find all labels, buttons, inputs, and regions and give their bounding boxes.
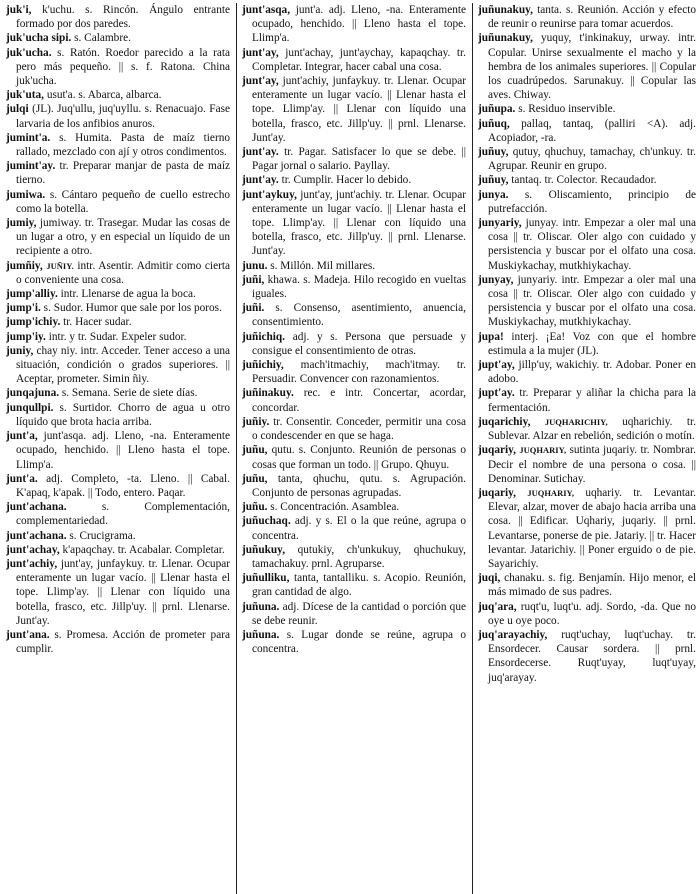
entry-headword: juqariy, xyxy=(478,444,516,457)
dictionary-entry xyxy=(6,259,230,287)
column-divider xyxy=(236,3,237,894)
entry-headword: juk'ucha sipi. xyxy=(6,32,72,45)
entry-headword: juñu, xyxy=(242,444,268,457)
entry-headword: jump'iy. xyxy=(6,330,46,343)
entry-definition: junt'a. adj. Lleno, -na. Enteramente ocupado, henchido. || Lleno hasta el tope. Llimp'a. xyxy=(252,4,466,45)
entry-definition: s. Semana. Serie de siete días. xyxy=(61,387,198,400)
entry-variant: JUÑIY. xyxy=(46,260,74,271)
entry-definition: yuquy, t'inkinakuy, urway. intr. Copular. Unirse sexualmente el macho y la hembra de los animales superiores. || Copular los cuadrúpedos. Sarunakuy. || Copular las aves. Chiway. xyxy=(488,32,696,102)
entry-headword: jupt'ay, xyxy=(478,359,515,372)
dictionary-entry xyxy=(242,145,466,173)
dictionary-entry xyxy=(6,102,230,130)
entry-definition: junt'asqa. adj. Lleno, -na. Enteramente ocupado, henchido. || Lleno hasta el tope. Llimp'a. xyxy=(16,430,230,471)
entry-headword: juñunakuy, xyxy=(478,32,533,45)
dictionary-entry xyxy=(6,429,230,472)
dictionary-entry xyxy=(478,386,696,414)
entry-definition: uqhariy. tr. Levantar. Elevar, alzar, mover de abajo hacia arriba una cosa. || Edificar. Uqhariy, juqariy. || prnl. Levantarse, ponerse de pie. Jatariy. || tr. Hacer levantar. Jatarichiy. || Poner erguido o de pie. Sayarichiy. xyxy=(488,486,696,570)
entry-headword: juqariy, xyxy=(478,486,516,499)
entry-definition: s. Lugar donde se reúne, agrupa o concentra. xyxy=(252,628,466,656)
entry-variant: JUQHARIY, xyxy=(519,445,567,456)
entry-headword: juñi. xyxy=(242,302,265,315)
entry-headword: jupt'ay. xyxy=(478,387,515,400)
entry-definition: intr. y tr. Sudar. Expeler sudor. xyxy=(48,330,187,343)
entry-headword: jumñiy, xyxy=(6,259,43,272)
dictionary-entry xyxy=(6,188,230,216)
entry-headword: junyay, xyxy=(478,273,514,286)
entry-definition: s. Concentración. Asamblea. xyxy=(270,501,400,514)
dictionary-entry xyxy=(242,386,466,414)
entry-headword: jumint'ay. xyxy=(6,160,56,173)
entry-definition: tanta, qhuchu, qutu. s. Agrupación. Conjunto de personas agrupadas. xyxy=(252,472,466,499)
entry-headword: juñuy, xyxy=(478,174,509,187)
entry-headword: jump'alliy. xyxy=(6,288,58,301)
entry-definition: adj. Completo, -ta. Lleno. || Cabal. K'apaq, k'apak. || Todo, entero. Paqar. xyxy=(16,472,230,499)
entry-definition: mach'itmachiy, mach'itmay. tr. Persuadir. Convencer con razonamientos. xyxy=(252,359,466,386)
dictionary-entry xyxy=(6,500,230,528)
entry-definition: interj. ¡Ea! Voz con que el hombre estimula a la mujer (JL). xyxy=(488,330,696,357)
entry-definition: s. Promesa. Acción de prometer para cumplir. xyxy=(16,628,230,656)
dictionary-entry xyxy=(242,330,466,358)
column-3 xyxy=(478,3,696,894)
dictionary-entry xyxy=(6,31,230,45)
entry-definition: usut'a. s. Abarca, albarca. xyxy=(46,89,162,102)
entry-headword: junt'asqa, xyxy=(242,4,291,16)
entry-definition: tr. Cumplir. Hacer lo debido. xyxy=(281,174,412,187)
dictionary-entry xyxy=(242,571,466,599)
dictionary-entry xyxy=(242,500,466,514)
entry-headword: juñulliku, xyxy=(242,572,290,585)
entry-headword: junqajuna. xyxy=(6,387,60,400)
dictionary-entry xyxy=(6,159,230,187)
entry-headword: junt'ay, xyxy=(242,46,279,59)
column-1 xyxy=(6,3,230,894)
entry-headword: juñunakuy, xyxy=(478,4,533,16)
entry-definition: s. Cántaro pequeño de cuello estrecho como la botella. xyxy=(16,188,230,215)
dictionary-entry xyxy=(478,358,696,386)
dictionary-entry xyxy=(242,46,466,74)
dictionary-entry xyxy=(242,3,466,46)
dictionary-entry xyxy=(242,273,466,301)
dictionary-entry xyxy=(478,330,696,358)
dictionary-entry xyxy=(478,443,696,486)
entry-definition: (JL). Juq'ullu, juq'uyllu. s. Renacuajo. Fase larvaria de los anfibios anuros. xyxy=(16,103,230,130)
entry-definition: s. Calambre. xyxy=(74,32,131,45)
entry-headword: junt'achana. xyxy=(6,529,67,542)
entry-definition: s. Oliscamiento, principio de putrefacción. xyxy=(488,188,696,215)
dictionary-entry xyxy=(6,628,230,656)
dictionary-entry xyxy=(478,3,696,31)
dictionary-entry xyxy=(242,543,466,571)
entry-definition: adj. Dícese de la cantidad o porción que se debe reunir. xyxy=(252,600,466,627)
entry-headword: jumiwa. xyxy=(6,188,46,201)
dictionary-entry xyxy=(242,188,466,259)
entry-headword: jumint'a. xyxy=(6,131,51,144)
entry-definition: tr. Pagar. Satisfacer lo que se debe. || Pagar jornal o salario. Payllay. xyxy=(252,146,466,173)
entry-headword: juñu. xyxy=(242,501,268,514)
dictionary-entry xyxy=(6,216,230,259)
dictionary-entry xyxy=(478,117,696,145)
entry-definition: s. Complementación, complementariedad. xyxy=(16,501,230,528)
dictionary-entry xyxy=(478,571,696,599)
dictionary-entry xyxy=(242,415,466,443)
dictionary-entry xyxy=(478,31,696,102)
entry-headword: juk'ucha. xyxy=(6,46,52,59)
entry-definition: tantaq. tr. Colector. Recaudador. xyxy=(511,174,657,187)
dictionary-entry xyxy=(478,486,696,571)
dictionary-entry xyxy=(242,358,466,386)
entry-definition: chanaku. s. fig. Benjamín. Hijo menor, el más mimado de sus padres. xyxy=(488,572,696,599)
entry-definition: k'uchu. s. Rincón. Ángulo entrante formado por dos paredes. xyxy=(16,4,230,31)
entry-headword: jumiy, xyxy=(6,217,37,230)
dictionary-entry xyxy=(242,259,466,273)
entry-headword: junt'a, xyxy=(6,430,38,443)
entry-headword: juñinakuy. xyxy=(242,387,294,400)
entry-definition: uqharichiy. tr. Sublevar. Alzar en rebelión, sedición o motín. xyxy=(488,415,696,443)
entry-headword: juñiy. xyxy=(242,415,270,428)
entry-headword: junt'ay, xyxy=(242,75,279,88)
entry-definition: qutukiy, ch'unkukuy, qhuchukuy, tamachakuy. prnl. Agruparse. xyxy=(252,543,466,570)
dictionary-entry xyxy=(6,315,230,329)
dictionary-entry xyxy=(478,188,696,216)
entry-definition: rec. e intr. Concertar, acordar, concordar. xyxy=(252,387,466,414)
entry-definition: jumiway. tr. Trasegar. Mudar las cosas de un lugar a otro, y en especial un líquido de un recipiente a otro. xyxy=(16,217,230,258)
dictionary-entry xyxy=(6,386,230,400)
entry-headword: junt'aykuy, xyxy=(242,188,297,201)
entry-definition: intr. Llenarse de agua la boca. xyxy=(60,288,196,301)
dictionary-entry xyxy=(478,102,696,116)
entry-headword: juñuq, xyxy=(478,117,510,130)
dictionary-entry xyxy=(6,287,230,301)
dictionary-entry xyxy=(6,401,230,429)
column-2 xyxy=(242,3,466,894)
entry-headword: junt'ana. xyxy=(6,628,50,641)
entry-headword: juñuna. xyxy=(242,600,280,613)
entry-definition: ruqt'u, luqt'u. adj. Sordo, -da. Que no oye u oye poco. xyxy=(488,600,696,627)
entry-headword: juq'ara, xyxy=(478,600,517,613)
entry-definition: tr. Hacer sudar. xyxy=(63,316,132,329)
dictionary-entry xyxy=(242,600,466,628)
entry-definition: s. Crucigrama. xyxy=(69,529,136,542)
entry-definition: adj. y s. El o la que reúne, agrupa o concentra. xyxy=(252,515,466,542)
dictionary-entry xyxy=(6,472,230,500)
dictionary-entry xyxy=(242,74,466,145)
entry-headword: juq'arayachiy, xyxy=(478,628,548,641)
entry-headword: julqi xyxy=(6,103,29,116)
dictionary-entry xyxy=(478,145,696,173)
entry-definition: jillp'uy, wakichiy. tr. Adobar. Poner en adobo. xyxy=(488,359,696,386)
entry-definition: s. Sudor. Humor que sale por los poros. xyxy=(43,302,222,315)
entry-definition: chay niy. intr. Acceder. Tener acceso a una situación, condición o grados superiores. || Aceptar, prometer. Simin ñiy. xyxy=(16,344,230,386)
entry-definition: s. Consenso, asentimiento, anuencia, consentimiento. xyxy=(252,302,466,329)
entry-definition: sutinta juqariy. tr. Nombrar. Decir el nombre de una persona o cosa. || Denominar. Sutichay. xyxy=(488,444,696,485)
entry-headword: juñuchaq. xyxy=(242,515,291,528)
entry-headword: junu. xyxy=(242,259,268,272)
dictionary-entry xyxy=(478,216,696,273)
entry-definition: qutu. s. Conjunto. Reunión de personas o cosas que forman un todo. || Grupo. Qhuyu. xyxy=(252,444,466,471)
dictionary-entry xyxy=(478,173,696,187)
entry-definition: adj. y s. Persona que persuade y consigue el consentimiento de otras. xyxy=(252,330,466,357)
dictionary-entry xyxy=(478,628,696,685)
entry-definition: s. Residuo inservible. xyxy=(518,103,616,116)
dictionary-entry xyxy=(242,301,466,329)
entry-definition: junt'achiy, junfaykuy. tr. Llenar. Ocupar enteramente un lugar vacío. || Llenar hasta el tope. Llimp'ay. || Llenar con líquido una botella, frasco, etc. Jillp'uy. || prnl. Llenarse. Junt'ay. xyxy=(252,75,466,144)
entry-definition: tr. Preparar manjar de pasta de maíz tierno. xyxy=(16,160,230,187)
dictionary-entry xyxy=(242,628,466,656)
dictionary-entry xyxy=(478,415,696,443)
entry-headword: junt'ay. xyxy=(242,174,279,187)
entry-definition: junt'achay, junt'aychay, kapaqchay. tr. Completar. Integrar, hacer cabal una cosa. xyxy=(252,46,466,73)
entry-headword: jupa! xyxy=(478,330,504,343)
dictionary-entry xyxy=(6,3,230,31)
dictionary-entry xyxy=(242,443,466,471)
dictionary-entry xyxy=(6,344,230,387)
entry-headword: juñuna. xyxy=(242,628,280,641)
dictionary-entry xyxy=(478,600,696,628)
dictionary-entry xyxy=(6,46,230,89)
entry-definition: k'apaqchay. tr. Acabalar. Completar. xyxy=(62,543,225,556)
dictionary-entry xyxy=(6,543,230,557)
entry-headword: juñi, xyxy=(242,273,265,286)
dictionary-entry xyxy=(6,557,230,628)
entry-headword: junt'a. xyxy=(6,472,38,485)
entry-definition: s. Humita. Pasta de maíz tierno rallado, mezclado con ají y otros condimentos. xyxy=(16,131,230,159)
entry-headword: juñichiq. xyxy=(242,330,286,343)
entry-headword: junt'achiy, xyxy=(6,557,58,570)
entry-definition: pallaq, tantaq, (palliri <A). adj. Acopiador, -ra. xyxy=(488,117,696,144)
entry-definition: ruqt'uchay, luqt'uchay. tr. Ensordecer. Causar sordera. || prnl. Ensordecerse. Ruqt'uyay, luqt'uyay, juq'arayay. xyxy=(488,628,696,684)
entry-definition: tr. Preparar y aliñar la chicha para la fermentación. xyxy=(488,387,696,414)
entry-headword: juqarichiy, xyxy=(478,415,531,428)
entry-headword: junqullpi. xyxy=(6,401,54,414)
entry-definition: intr. Asentir. Admitir como cierta o conveniente una cosa. xyxy=(16,259,230,286)
dictionary-entry xyxy=(6,88,230,102)
dictionary-entry xyxy=(6,529,230,543)
entry-headword: juk'i, xyxy=(6,4,32,16)
dictionary-entry xyxy=(242,514,466,542)
entry-headword: junt'ay. xyxy=(242,146,279,159)
entry-variant: JUQHARIY, xyxy=(527,487,574,498)
entry-headword: jump'ichiy. xyxy=(6,316,61,329)
entry-headword: juqi, xyxy=(478,572,501,585)
entry-definition: s. Millón. Mil millares. xyxy=(270,259,376,272)
entry-definition: tanta, tantalliku. s. Acopio. Reunión, gran cantidad de algo. xyxy=(252,572,466,599)
entry-headword: juñuy, xyxy=(478,146,509,159)
entry-headword: jump'i. xyxy=(6,302,41,315)
entry-variant: JUQHARICHIY, xyxy=(544,416,608,427)
column-divider xyxy=(472,3,473,894)
entry-headword: junya. xyxy=(478,188,509,201)
entry-definition: junt'ay, junfaykuy. tr. Llenar. Ocupar enteramente un lugar vacío. || Llenar hasta el tope. Llimp'ay. || Llenar con líquido una botella, frasco, etc. Jillp'uy. || prnl. Llenarse. Junt'ay. xyxy=(16,557,230,627)
entry-headword: juñukuy, xyxy=(242,543,286,556)
entry-definition: tr. Consentir. Conceder, permitir una cosa o condescender en que se haga. xyxy=(252,415,466,443)
entry-headword: juk'uta, xyxy=(6,89,44,102)
dictionary-entry xyxy=(242,472,466,500)
entry-headword: juñichiy, xyxy=(242,359,284,372)
entry-headword: juñu, xyxy=(242,472,268,485)
entry-definition: tanta. s. Reunión. Acción y efecto de reunir o reunirse para tomar acuerdos. xyxy=(488,4,696,31)
entry-definition: s. Surtidor. Chorro de agua u otro líquido que brota hacia arriba. xyxy=(16,401,230,428)
entry-headword: junyariy, xyxy=(478,217,522,230)
entry-headword: junt'achay, xyxy=(6,543,60,556)
dictionary-entry xyxy=(6,301,230,315)
entry-definition: junyariy. intr. Empezar a oler mal una cosa || tr. Oliscar. Oler algo con cuidado y persistencia y buscar por el olfato una cosa. Muskiykachay, mutkhiykachay. xyxy=(488,273,696,329)
entry-headword: juniy, xyxy=(6,344,34,357)
entry-definition: khawa. s. Madeja. Hilo recogido en vueltas iguales. xyxy=(252,273,466,301)
dictionary-entry xyxy=(6,330,230,344)
dictionary-entry xyxy=(478,273,696,330)
entry-headword: juñupa. xyxy=(478,103,516,116)
entry-headword: junt'achana. xyxy=(6,501,67,514)
dictionary-entry xyxy=(242,173,466,187)
entry-definition: qutuy, qhuchuy, tamachay, ch'unkuy. tr. Agrupar. Reunir en grupo. xyxy=(488,146,696,173)
entry-definition: s. Ratón. Roedor parecido a la rata pero más pequeño. || s. f. Ratona. China juk'ucha. xyxy=(16,46,230,88)
entry-definition: junyay. intr. Empezar a oler mal una cosa || tr. Oliscar. Oler algo con cuidado y persistencia y buscar por el olfato una cosa. Muskiykachay, mutkhiykachay. xyxy=(488,217,696,272)
entry-definition: junt'ay, junt'achiy. tr. Llenar. Ocupar enteramente un lugar vacío. || Llenar hasta el tope. Llimp'ay. || Llenar con líquido una botella, frasco, etc. Jillp'uy. || prnl. Llenarse. Junt'ay. xyxy=(252,188,466,258)
dictionary-entry xyxy=(6,131,230,159)
